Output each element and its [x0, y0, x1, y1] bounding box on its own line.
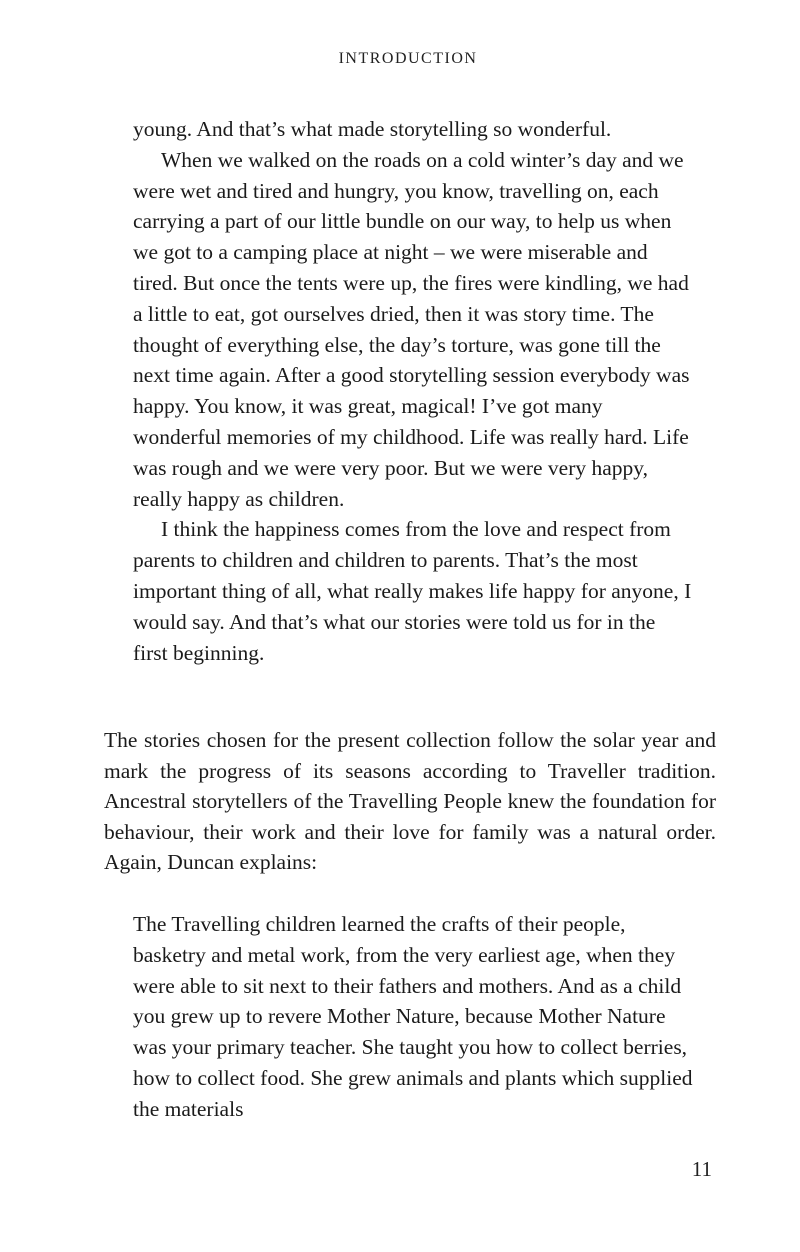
quote-paragraph-continued: young. And that’s what made storytelling so wonderful.	[133, 117, 612, 141]
quote-paragraph-happiness: I think the happiness comes from the love and respect from parents to children and children to parents. That’s the most important thing of all, what really makes life happy for anyone, I would say. And that’s what our stories were told us for in the first beginning.	[133, 517, 692, 665]
block-quote-crafts	[133, 909, 693, 1125]
quote-paragraph-winter-roads: When we walked on the roads on a cold winter’s day and we were wet and tired and hungry, you know, travelling on, each carrying a part of our little bundle on our way, to help us when we got to a camping place at night – we were miserable and tired. But once the tents were up, the fires were kindling, we had a little to eat, got ourselves dried, then it was story time. The thought of everything else, the day’s torture, was gone till the next time again. After a good storytelling session everybody was happy. You know, it was great, magical! I’ve got many wonderful memories of my childhood. Life was really hard. Life was rough and we were very poor. But we were very happy, really happy as children.	[133, 147, 690, 511]
body-paragraph-collection: The stories chosen for the present collection follow the solar year and mark the progress of its seasons according to Traveller tradition. Ancestral storytellers of the Travelling People knew the foundation for behaviour, their work and their love for family was a natural order. Again, Duncan explains:	[104, 728, 716, 874]
running-head: INTRODUCTION	[338, 50, 478, 67]
page-number: 11	[691, 1157, 712, 1181]
block-quote-childhood	[133, 114, 693, 668]
quote-paragraph-crafts: The Travelling children learned the crafts of their people, basketry and metal work, from the very earliest age, when they were able to sit next to their fathers and mothers. And as a child you grew up to revere Mother Nature, because Mother Nature was your primary teacher. She taught you how to collect berries, how to collect food. She grew animals and plants which supplied the materials	[133, 912, 693, 1121]
